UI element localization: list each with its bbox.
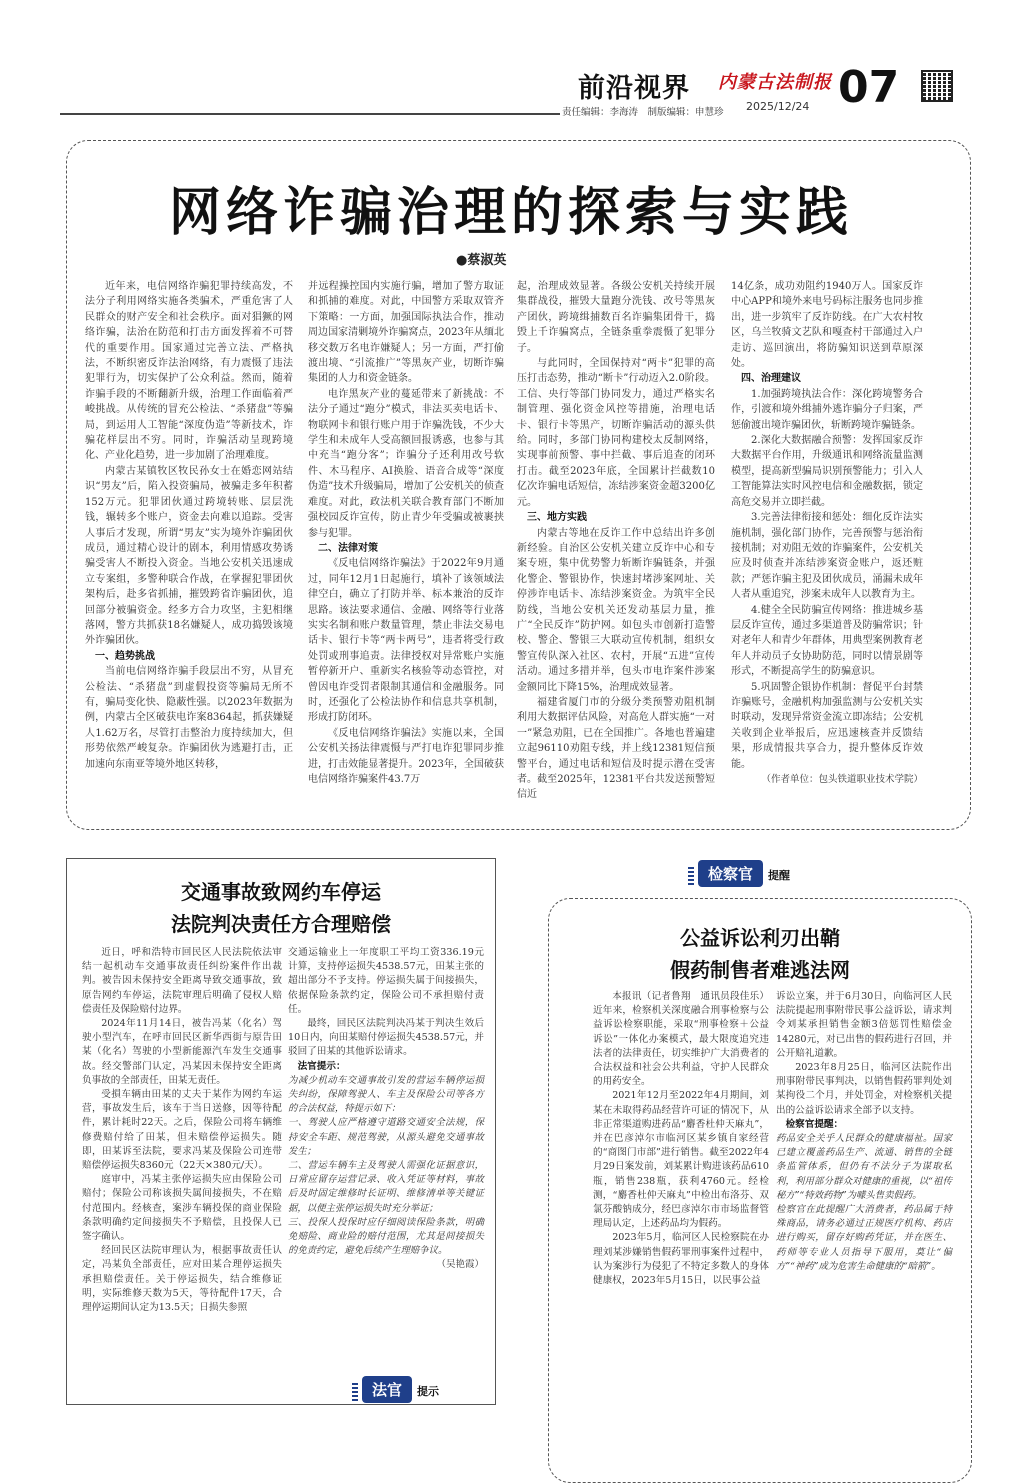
article-paragraph: 近年来，电信网络诈骗犯罪持续高发，不法分子利用网络实施各类骗术，严重危害了人民群众的财产安全和社会秩序。面对猖獗的网络诈骗，法治在防范和打击方面发挥着不可替代的重要作用。国家通过完善立法、严格执法，不断织密反诈法治网络，有力震慑了违法犯罪行为，切实保护了公众利益。然而，随着诈骗手段的不断翻新升级，治理工作面临着严峻挑战。从传统的冒充公检法、“杀猪盘”等骗局，到运用人工智能“深度伪造”等新技术，诈骗花样层出不穷。同时，诈骗活动呈现跨境化、产业化趋势，进一步加剧了治理难度。	[85, 281, 293, 462]
article-paragraph: 福建省厦门市的分级分类预警劝阻机制利用大数据评估风险，对高危人群实施“一对一”紧急劝阻，已在全国推广。各地也普遍建立起96110劝阻专线，并上线12381短信预警平台，通过电话和短信及时提示潜在受害者。截至2025年，12381平台共发送预警短信近	[517, 696, 715, 801]
section-subheading: 四、治理建议	[741, 373, 801, 385]
article-paragraph: 经回民区法院审理认为，根据事故责任认定，冯某负全部责任，应对田某合理停运损失承担赔偿责任。关于停运损失，结合维修证明，实际维修天数为5天，等待配件17天，合理停运期间认定为13.5天；日损失参照	[82, 1245, 282, 1314]
article-paragraph: 并远程操控国内实施行骗，增加了警方取证和抓捕的难度。对此，中国警方采取双管齐下策略：一方面，加强国际执法合作，推动周边国家清剿境外诈骗窝点，2023年从缅北移交数万名电诈嫌疑人；另一方面，严打偷渡出境、“引流推广”等黑灰产业，切断诈骗集团的人力和资金链条。	[308, 281, 504, 385]
traffic-title-line-1: 交通事故致网约车停运	[181, 880, 381, 904]
article-paragraph: 《反电信网络诈骗法》实施以来，全国公安机关扬法律震慑与严打电诈犯罪同步推进，打击效能显著提升。2023年，全国破获电信网络诈骗案件43.7万	[308, 727, 504, 785]
traffic-article-column-1	[82, 946, 282, 1315]
traffic-title-line-2: 法院判决责任方合理赔偿	[171, 912, 391, 936]
main-article-byline: ●蔡淑英	[456, 253, 507, 268]
tip-paragraph: 检察官在此提醒广大消费者，药品属于特殊商品，请务必通过正规医疗机构、药店进行购买，留存好购药凭证，并在医生、药师等专业人员指导下服用，莫让“偏方”“神药”成为危害生命健康的“暗箭”。	[776, 1204, 952, 1272]
section-subheading: 二、法律对策	[318, 542, 378, 554]
article-paragraph: 电诈黑灰产业的蔓延带来了新挑战：不法分子通过“跑分”模式，非法买卖电话卡、物联网卡和银行账户用于诈骗洗钱，不少大学生和未成年人受高额回报诱惑，也参与其中充当“跑分客”；诈骗分子还利用改号软件、木马程序、AI换脸、语音合成等“深度伪造”技术升级骗局，增加了公安机关的侦查难度。对此，政法机关联合教育部门不断加强校园反诈宣传，防止青少年受骗或被裹挟参与犯罪。	[308, 388, 504, 539]
article-paragraph: 交通运输业上一年度职工平均工资336.19元计算，支持停运损失4538.57元，田某主张的超出部分不予支持。停运损失属于间接损失，依据保险条款约定，保险公司不承担赔付责任。	[288, 947, 484, 1015]
section-subheading: 三、地方实践	[527, 512, 587, 524]
page-number: 07	[838, 62, 900, 113]
traffic-article-column-2	[288, 946, 484, 1273]
drug-article-column-1	[593, 990, 769, 1288]
article-paragraph: 当前电信网络诈骗手段层出不穷，从冒充公检法、“杀猪盘”到虚假投资等骗局无所不有，骗局变化快、隐蔽性强。以2023年数据为例，内蒙古全区破获电诈案8364起，抓获嫌疑人1.62万名，尽管打击整治力度持续加大，但形势依然严峻复杂。诈骗团伙为逃避打击，正加速向东南亚等境外地区转移，	[85, 666, 293, 770]
main-article-column-4	[731, 279, 923, 787]
article-paragraph: 14亿条，成功劝阻约1940万人。国家反诈中心APP和境外来电号码标注服务也同步推出，进一步筑牢了反诈防线。在广大农村牧区，乌兰牧骑文艺队和嘎查村干部通过入户走访、巡回演出，将防骗知识送到草原深处。	[731, 281, 923, 370]
article-paragraph: 2024年11月14日，被告冯某（化名）驾驶小型汽车，在呼市回民区新华西街与原告田某（化名）驾驶的小型新能源汽车发生交通事故。经交警部门认定，冯某因未保持安全距离负事故的全部责任，田某无责任。	[82, 1018, 282, 1086]
section-subheading: 检察官提醒：	[785, 1118, 844, 1130]
tag-stripes-icon	[352, 1381, 358, 1401]
tip-paragraph: 二、营运车辆车主及驾驶人需强化证据意识，日常应留存运营记录、收入凭证等材料，事故后及时固定维修时长证明、维修清单等关键证据，以便主张停运损失时充分举证；	[288, 1160, 484, 1214]
judge-tip-tag	[352, 1376, 439, 1403]
section-title: 前沿视界	[578, 73, 690, 104]
section-subheading: 法官提示：	[297, 1060, 346, 1072]
article-paragraph: 受損车辆由田某的丈夫于某作为网约车运营，事故发生后，该车于当日送修，因等待配件，累计耗时22天。之后，保险公司将车辆维修费赔付给了田某，但未赔偿停运损失。随即，田某诉至法院，要求冯某及保险公司连带赔偿停运损失8360元（22天×380元/天）。	[82, 1089, 282, 1172]
header-divider	[60, 113, 560, 115]
editor-credits: 责任编辑：李海涛 制版编辑：申慧珍	[562, 107, 724, 118]
main-article-column-1	[85, 279, 293, 772]
prosecutor-tag-sublabel: 提醒	[768, 869, 791, 882]
main-article-column-3	[517, 279, 715, 803]
article-paragraph: 本报讯（记者鲁翔 通讯员段佳乐）近年来，检察机关深度融合刑事检察与公益诉讼检察职能，采取“刑事检察＋公益诉讼”一体化办案模式，最大限度追究违法者的法律责任，切实维护广大消费者的合法权益和社会公共利益，守护人民群众的用药安全。	[593, 991, 769, 1088]
prosecutor-tip-tag	[688, 860, 790, 887]
article-paragraph: 起，治理成效显著。各级公安机关持续开展集群战役，摧毁大量跑分洗钱、改号等黑灰产团伙，跨境缉捕数百名诈骗集团骨干，捣毁上千诈骗窝点，全链条重拳震慑了犯罪分子。	[517, 281, 715, 354]
article-paragraph: 4.健全全民防骗宣传网络：推进城乡基层反诈宣传，通过多渠道普及防骗常识；针对老年人和青少年群体，用典型案例教育老年人并动员子女协助防范，同时以情景剧等形式，不断提高学生的防骗意识。	[731, 604, 923, 678]
article-paragraph: 2023年8月25日，临河区法院作出刑事附带民事判决，以销售假药罪判处刘某拘役二个月，并处罚金，对检察机关提出的公益诉讼请求全部予以支持。	[776, 1062, 952, 1116]
article-paragraph: 《反电信网络诈骗法》于2022年9月通过，同年12月1日起施行，填补了该领域法律空白，确立了打防并举、标本兼治的反诈思路。该法要求通信、金融、网络等行业落实实名制和账户数量管理，禁止非法交易电话卡、银行卡等“两卡两号”，违者将受行政处罚或刑事追责。法律授权对异常账户实施暂停新开户、重新实名核验等动态管控，对曾因电诈受罚者限制其通信和金融服务。同时，还强化了公检法协作和信息共享机制，形成打防闭环。	[308, 558, 504, 724]
drug-title-line-1: 公益诉讼利刃出鞘	[680, 926, 840, 950]
article-paragraph: 2021年12月至2022年4月期间，刘某在未取得药品经营许可证的情况下，从非正常渠道购进药品“麝香杜仲天麻丸”，并在巴彦淖尔市临河区某乡镇自家经营的“商图门市部”进行销售。截至2022年4月29日案发前，刘某累计购进该药品610瓶，销售238瓶，获利4760元。经检测，“麝香杜仲天麻丸”中检出布洛芬、双氯芬酸钠成分，经巴彦淖尔市市场监督管理局认定，上述药品均为假药。	[593, 1090, 769, 1230]
article-paragraph: 诉讼立案，并于6月30日，向临河区人民法院提起刑事附带民事公益诉讼，请求判令刘某承担销售金额3倍惩罚性赔偿金14280元，对已出售的假药进行召回，并公开赔礼道歉。	[776, 991, 952, 1059]
drug-title-line-2: 假药制售者难逃法网	[670, 958, 850, 982]
issue-date: 2025/12/24	[746, 100, 810, 113]
drug-article-title	[548, 922, 972, 986]
judge-tag-sublabel: 提示	[417, 1385, 440, 1398]
tip-paragraph: 为减少机动车交通事故引发的营运车辆停运损失纠纷，保障驾驶人、车主及保险公司等各方的合法权益，特提示如下：	[288, 1074, 484, 1115]
prosecutor-tag-label: 检察官	[698, 860, 763, 887]
article-paragraph: 1.加强跨境执法合作：深化跨境警务合作，引渡和境外缉捕外逃诈骗分子归案，严惩偷渡出境诈骗团伙，斩断跨境诈骗链条。	[731, 388, 923, 431]
section-subheading: 一、趋势挑战	[95, 650, 155, 662]
tip-paragraph: 三、投保人投保时应仔细阅读保险条款，明确免赔险、商业险的赔付范围，尤其是间接损失的免责约定，避免后续产生理赔争议。	[288, 1216, 484, 1257]
judge-tag-label: 法官	[362, 1376, 412, 1403]
qr-code-icon	[921, 70, 953, 102]
article-paragraph: 庭审中，冯某主张停运损失应由保险公司赔付；保险公司称该损失属间接损失，不在赔付范围内。经核查，案涉车辆投保的商业保险条款明确约定间接损失不予赔偿，且投保人已签字确认。	[82, 1174, 282, 1243]
article-paragraph: 最终，回民区法院判决冯某于判决生效后10日内，向田某赔付停运损失4538.57元，并驳回了田某的其他诉讼请求。	[288, 1018, 484, 1058]
drug-article-column-2	[776, 990, 952, 1274]
article-paragraph: 近日，呼和浩特市回民区人民法院依法审结一起机动车交通事故责任纠纷案件作出裁判。被告因未保持安全距离导致交通事故，致原告网约车停运，法院审理后明确了侵权人赔偿责任及保险赔付边界。	[82, 947, 282, 1015]
article-paragraph: 内蒙古等地在反诈工作中总结出许多创新经验。自治区公安机关建立反诈中心和专案专班，集中优势警力斩断诈骗链条，并强化警企、警银协作，快速封堵涉案网址、关停涉诈电话卡、冻结涉案资金。为筑牢全民防线，当地公安机关还发动基层力量，推广“全民反诈”防护网。如包头市创新打造警校、警企、警银三大联动宣传机制，组织女警宣传队深入社区、农村，开展“五进”宣传活动。通过多措并举，包头市电诈案件涉案金额同比下降15%，治理成效显著。	[517, 527, 715, 693]
article-paragraph: 2023年5月，临河区人民检察院在办理刘某涉嫌销售假药罪刑事案件过程中，认为案涉行为侵犯了不特定多数人的身体健康权，2023年5月15日，以民事公益	[593, 1232, 769, 1287]
main-article-column-2	[308, 279, 504, 787]
tip-paragraph: 药品安全关乎人民群众的健康福祉。国家已建立覆盖药品生产、流通、销售的全链条监管体系，但仍有不法分子为谋取私利，利用部分群众对健康的重视，以“祖传秘方”“特效药物”为噱头售卖假药。	[776, 1133, 952, 1201]
article-paragraph: 与此同时，全国保持对“两卡”犯罪的高压打击态势，推动“断卡”行动迈入2.0阶段。工信、央行等部门协同发力，通过严格实名制管理、强化资金风控等措施，治理电话卡、银行卡等黑产，切断诈骗活动的源头供给。同时，多部门协同构建校太反制网络，实现事前预警、事中拦截、事后追查的闭环打击。截至2023年底，全国累计拦截数10亿次诈骗电话短信，冻结涉案资金超3200亿元。	[517, 358, 715, 508]
tip-paragraph: 一、驾驶人应严格遵守道路交通安全法规，保持安全车距、规范驾驶，从源头避免交通事故发生；	[288, 1117, 484, 1157]
tag-stripes-icon	[688, 865, 694, 885]
article-paragraph: 5.巩固警企银协作机制：督促平台封禁诈骗账号，金融机构加强监测与公安机关实时联动，发现异常资金流立即冻结；公安机关收到企业举报后，应迅速核查并反馈结果，形成情报共享合力，提升整体反诈效能。	[731, 681, 923, 770]
article-paragraph: 3.完善法律衔接和惩处：细化反诈法实施机制，强化部门协作，完善预警与惩治衔接机制；对劝阻无效的诈骗案件，公安机关应及时侦查并冻结涉案资金账户，返还赃款；严惩诈骗主犯及团伙成员，涌漏未成年人者从重追究，涉案未成年人以教育为主。	[731, 512, 923, 601]
article-note: （吴艳霞）	[436, 1259, 484, 1271]
article-paragraph: 内蒙古某镇牧区牧民孙女士在婚恋网站结识“男友”后，陷入投资骗局，被骗走多年积蓄152万元。犯罪团伙通过跨境转账、层层洗钱，辗转多个账户，资金去向难以追踪。受害人事后才发现，所谓“男友”实为境外诈骗团伙成员，通过精心设计的剧本，利用情感攻势诱骗受害人不断投入资金。当地公安机关迅速成立专案组，多警种联合作战，在掌握犯罪团伙架构后，赴多省抓捕，摧毁跨省诈骗团伙，追回部分被骗资金。经多方合力攻坚，主犯相继落网，警方共抓获18名嫌疑人，成功捣毁该境外诈骗团伙。	[85, 465, 293, 647]
newspaper-logo: 内蒙古法制报	[718, 72, 832, 93]
article-paragraph: 2.深化大数据融合预警：发挥国家反诈大数据平台作用，升级通讯和网络流量监测模型，提高新型骗局识别预警能力；引入人工智能算法实时风控电信和金融数据，锁定高危交易并立即拦截。	[731, 435, 923, 508]
traffic-article-title	[66, 876, 496, 940]
main-article-title: 网络诈骗治理的探索与实践	[168, 182, 853, 243]
article-note: （作者单位：包头铁道职业技术学院）	[761, 774, 923, 785]
